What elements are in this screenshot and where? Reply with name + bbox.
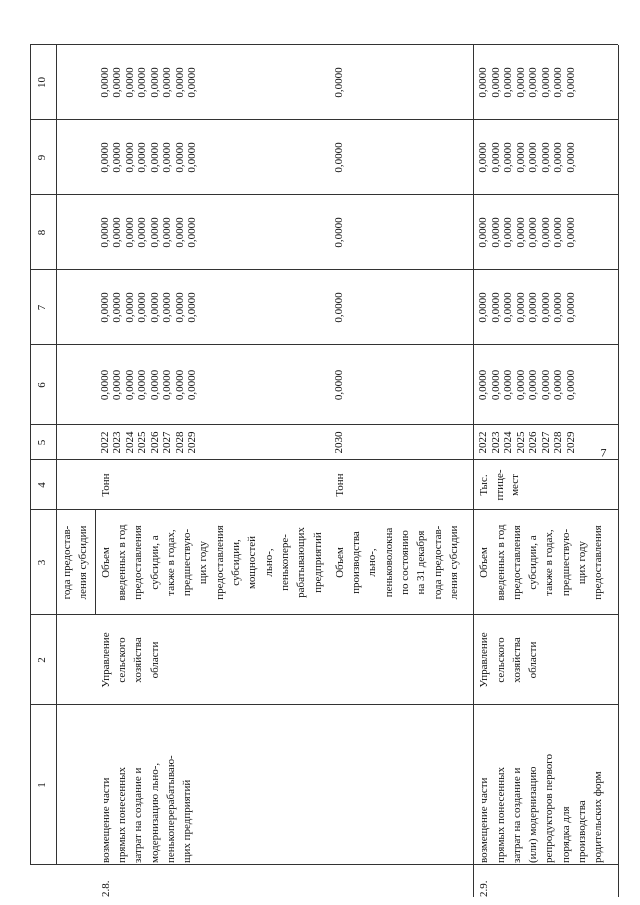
col3-continuation-line: ления субсидии [77, 525, 90, 600]
column-header-2: 2 [36, 657, 48, 663]
row-title-line: модернизацию льно-, [148, 762, 161, 863]
value-cell: 0,0000 [173, 67, 186, 98]
value-cell: 0,0000 [186, 67, 199, 98]
year-cell: 2029 [186, 431, 199, 454]
year-cell: 2027 [539, 431, 552, 454]
value-cell: 0,0000 [136, 217, 149, 248]
value-cell: 0,0000 [111, 67, 124, 98]
value-cell: 0,0000 [111, 369, 124, 401]
indicator-text-line: производства [350, 531, 363, 594]
value-cell: 0,0000 [552, 292, 565, 323]
value-cell: 0,0000 [173, 217, 186, 248]
indicator-text-line: рабатывающих [295, 527, 308, 598]
value-cell: 0,0000 [161, 217, 174, 248]
table-column-line [30, 864, 618, 865]
header-bottom-rule [56, 45, 57, 865]
value-cell: 0,0000 [186, 292, 199, 323]
indicator-text-line: Объем [478, 547, 491, 578]
indicator-text-line: субсидии, [230, 539, 242, 586]
page-number: 7 [600, 445, 607, 460]
column-header-9: 9 [36, 154, 48, 161]
indicator-text-line: также в годах, [543, 529, 556, 596]
row-title-line: затрат на создание и [132, 767, 145, 863]
responsible-org-line: Управление [99, 632, 112, 688]
value-cell: 0,0000 [148, 67, 161, 98]
value-cell: 0,0000 [552, 142, 565, 173]
indicator-text-line: льно-, [366, 548, 379, 577]
row-title-line: пенькоперерабатываю- [164, 755, 177, 863]
year-cell: 2024 [502, 431, 515, 454]
row-title-line: порядка для [559, 806, 572, 863]
responsible-org-line: сельского [115, 637, 128, 683]
row-title-line: (или) модернизацию [527, 766, 540, 863]
row-title-line: возмещение части [478, 777, 491, 863]
value-cell: 0,0000 [98, 142, 111, 173]
value-cell: 0,0000 [527, 142, 540, 173]
indicator-text-line: предшествую- [559, 528, 572, 597]
value-cell: 0,0000 [186, 217, 199, 248]
value-cell: 0,0000 [477, 292, 490, 323]
col3-continuation-rule [95, 510, 96, 615]
value-cell: 0,0000 [173, 142, 186, 173]
value-cell: 0,0000 [136, 369, 149, 401]
year-cell: 2025 [514, 431, 527, 454]
year-cell: 2022 [98, 431, 111, 454]
indicator-text-line: ления субсидии [447, 525, 460, 600]
responsible-org-line: области [148, 641, 161, 679]
value-cell: 0,0000 [514, 292, 527, 323]
column-header-4: 4 [36, 482, 48, 488]
responsible-org-line: сельского [494, 637, 507, 683]
indicator-text-line: субсидии, а [148, 535, 161, 590]
indicator-text-line: введенных в год [115, 524, 128, 601]
value-cell: 0,0000 [514, 67, 527, 98]
value-cell: 0,0000 [477, 369, 490, 401]
value-cell: 0,0000 [111, 292, 124, 323]
value-cell: 0,0000 [514, 217, 527, 248]
column-header-3: 3 [36, 559, 48, 566]
row-title-line: производства [576, 800, 588, 863]
value-cell: 0,0000 [173, 369, 186, 401]
value-cell: 0,0000 [136, 292, 149, 323]
indicator-text-line: предоставления [510, 525, 523, 600]
value-cell: 0,0000 [161, 67, 174, 98]
row-separator [473, 45, 474, 897]
year-cell: 2026 [148, 431, 161, 454]
value-cell: 0,0000 [502, 67, 515, 98]
value-cell: 0,0000 [477, 67, 490, 98]
value-cell: 0,0000 [123, 292, 136, 323]
value-cell: 0,0000 [489, 292, 502, 323]
responsible-org-line: хозяйства [510, 637, 523, 683]
value-cell: 0,0000 [123, 369, 136, 401]
value-cell: 0,0000 [502, 217, 515, 248]
row-title-line: репродукторов первого [543, 754, 556, 863]
value-cell: 0,0000 [173, 292, 186, 323]
value-cell: 0,0000 [332, 142, 345, 173]
row-title-line: прямых понесенных [494, 766, 507, 863]
year-cell: 2029 [564, 431, 577, 454]
column-header-7: 7 [36, 304, 48, 311]
value-cell: 0,0000 [148, 217, 161, 248]
table-column-line [30, 459, 618, 460]
value-cell: 0,0000 [148, 369, 161, 401]
indicator-text-line: на 31 декабря [415, 530, 428, 595]
value-cell: 0,0000 [98, 292, 111, 323]
value-cell: 0,0000 [477, 217, 490, 248]
year-cell: 2028 [173, 431, 186, 454]
row-separator [618, 45, 619, 897]
value-cell: 0,0000 [111, 217, 124, 248]
value-cell: 0,0000 [527, 217, 540, 248]
value-cell: 0,0000 [98, 67, 111, 98]
value-cell: 0,0000 [489, 217, 502, 248]
column-header-6: 6 [36, 382, 48, 388]
value-cell: 0,0000 [489, 369, 502, 401]
year-cell: 2028 [552, 431, 565, 454]
value-cell: 0,0000 [123, 142, 136, 173]
value-cell: 0,0000 [98, 369, 111, 401]
responsible-org-line: Управление [478, 632, 491, 688]
table-column-line [30, 44, 618, 45]
year-cell: 2027 [161, 431, 174, 454]
table-column-line [30, 344, 618, 345]
header-top-rule [30, 45, 31, 865]
value-cell: 0,0000 [502, 142, 515, 173]
value-cell: 0,0000 [161, 292, 174, 323]
value-cell: 0,0000 [527, 292, 540, 323]
column-header-8: 8 [36, 229, 48, 236]
value-cell: 0,0000 [161, 142, 174, 173]
value-cell: 0,0000 [564, 142, 577, 173]
year-cell: 2026 [527, 431, 540, 454]
column-header-1: 1 [36, 782, 48, 788]
indicator-text-line: предоставления [592, 525, 605, 600]
value-cell: 0,0000 [514, 369, 527, 401]
indicator-text-line: мощностей [246, 535, 259, 590]
value-cell: 0,0000 [539, 217, 552, 248]
value-cell: 0,0000 [186, 142, 199, 173]
value-cell: 0,0000 [502, 292, 515, 323]
indicator-text-line: Объем [333, 547, 346, 578]
row-title-line: прямых понесенных [115, 766, 128, 863]
value-cell: 0,0000 [489, 142, 502, 173]
indicator-text-line: предоставления [132, 525, 145, 600]
indicator-text-line: предприятий [311, 532, 324, 593]
value-cell: 0,0000 [123, 67, 136, 98]
value-cell: 0,0000 [136, 142, 149, 173]
value-cell: 0,0000 [564, 67, 577, 98]
value-cell: 0,0000 [98, 217, 111, 248]
responsible-org-line: области [527, 641, 540, 679]
indicator-text-line: льно-, [262, 548, 275, 577]
table-column-line [30, 614, 618, 615]
indicator-text-line: субсидии, а [527, 535, 540, 590]
value-cell: 0,0000 [564, 369, 577, 401]
table-column-line [30, 119, 618, 120]
value-cell: 0,0000 [502, 369, 515, 401]
value-cell: 0,0000 [332, 292, 345, 323]
indicator-text-line: года предостав- [431, 525, 444, 600]
indicator-unit: Тонн [99, 473, 112, 497]
indicator-unit: Тонн [333, 473, 346, 497]
value-cell: 0,0000 [552, 217, 565, 248]
value-cell: 0,0000 [539, 67, 552, 98]
year-cell: 2022 [477, 431, 490, 454]
table-column-line [30, 424, 618, 425]
value-cell: 0,0000 [161, 369, 174, 401]
value-cell: 0,0000 [539, 292, 552, 323]
value-cell: 0,0000 [564, 292, 577, 323]
indicator-text-line: Объем [99, 547, 112, 578]
value-cell: 0,0000 [186, 369, 199, 401]
column-header-10: 10 [36, 77, 48, 88]
value-cell: 0,0000 [514, 142, 527, 173]
table-column-line [30, 704, 618, 705]
value-cell: 0,0000 [477, 142, 490, 173]
value-cell: 0,0000 [539, 369, 552, 401]
value-cell: 0,0000 [552, 67, 565, 98]
indicator-text-line: также в годах, [164, 529, 177, 596]
indicator-text-line: предоставления [213, 525, 226, 600]
indicator-text-line: пеньковолокна [382, 527, 395, 598]
value-cell: 0,0000 [489, 67, 502, 98]
indicator-text-line: предшествую- [181, 528, 194, 597]
indicator-text-line: введенных в год [494, 524, 507, 601]
row-number: 2.9. [478, 880, 491, 897]
value-cell: 0,0000 [123, 217, 136, 248]
indicator-unit: Тыс. птице- мест [478, 469, 521, 501]
indicator-text-line: пенькопере- [278, 534, 291, 591]
table-column-line [30, 269, 618, 270]
indicator-text-line: щих году [576, 540, 588, 585]
year-cell: 2023 [111, 431, 124, 454]
row-title-line: возмещение части [99, 777, 112, 863]
col3-continuation-line: года предостав- [61, 525, 73, 600]
value-cell: 0,0000 [539, 142, 552, 173]
row-number: 2.8. [99, 880, 112, 897]
value-cell: 0,0000 [332, 67, 345, 98]
value-cell: 0,0000 [332, 369, 345, 401]
row-title-line: затрат на создание и [510, 767, 523, 863]
value-cell: 0,0000 [564, 217, 577, 248]
value-cell: 0,0000 [148, 292, 161, 323]
value-cell: 0,0000 [527, 369, 540, 401]
responsible-org-line: хозяйства [132, 637, 145, 683]
year-cell: 2024 [123, 431, 136, 454]
value-cell: 0,0000 [148, 142, 161, 173]
table-column-line [30, 509, 618, 510]
year-cell: 2030 [332, 431, 345, 454]
row-title-line: щих предприятий [181, 779, 194, 863]
value-cell: 0,0000 [332, 217, 345, 248]
year-cell: 2023 [489, 431, 502, 454]
value-cell: 0,0000 [136, 67, 149, 98]
year-cell: 2025 [136, 431, 149, 454]
table-column-line [30, 194, 618, 195]
column-header-5: 5 [36, 439, 48, 446]
value-cell: 0,0000 [527, 67, 540, 98]
row-title-line: родительских форм [592, 771, 605, 863]
indicator-text-line: щих году [197, 540, 210, 585]
value-cell: 0,0000 [552, 369, 565, 401]
value-cell: 0,0000 [111, 142, 124, 173]
indicator-text-line: по состоянию [399, 530, 411, 595]
